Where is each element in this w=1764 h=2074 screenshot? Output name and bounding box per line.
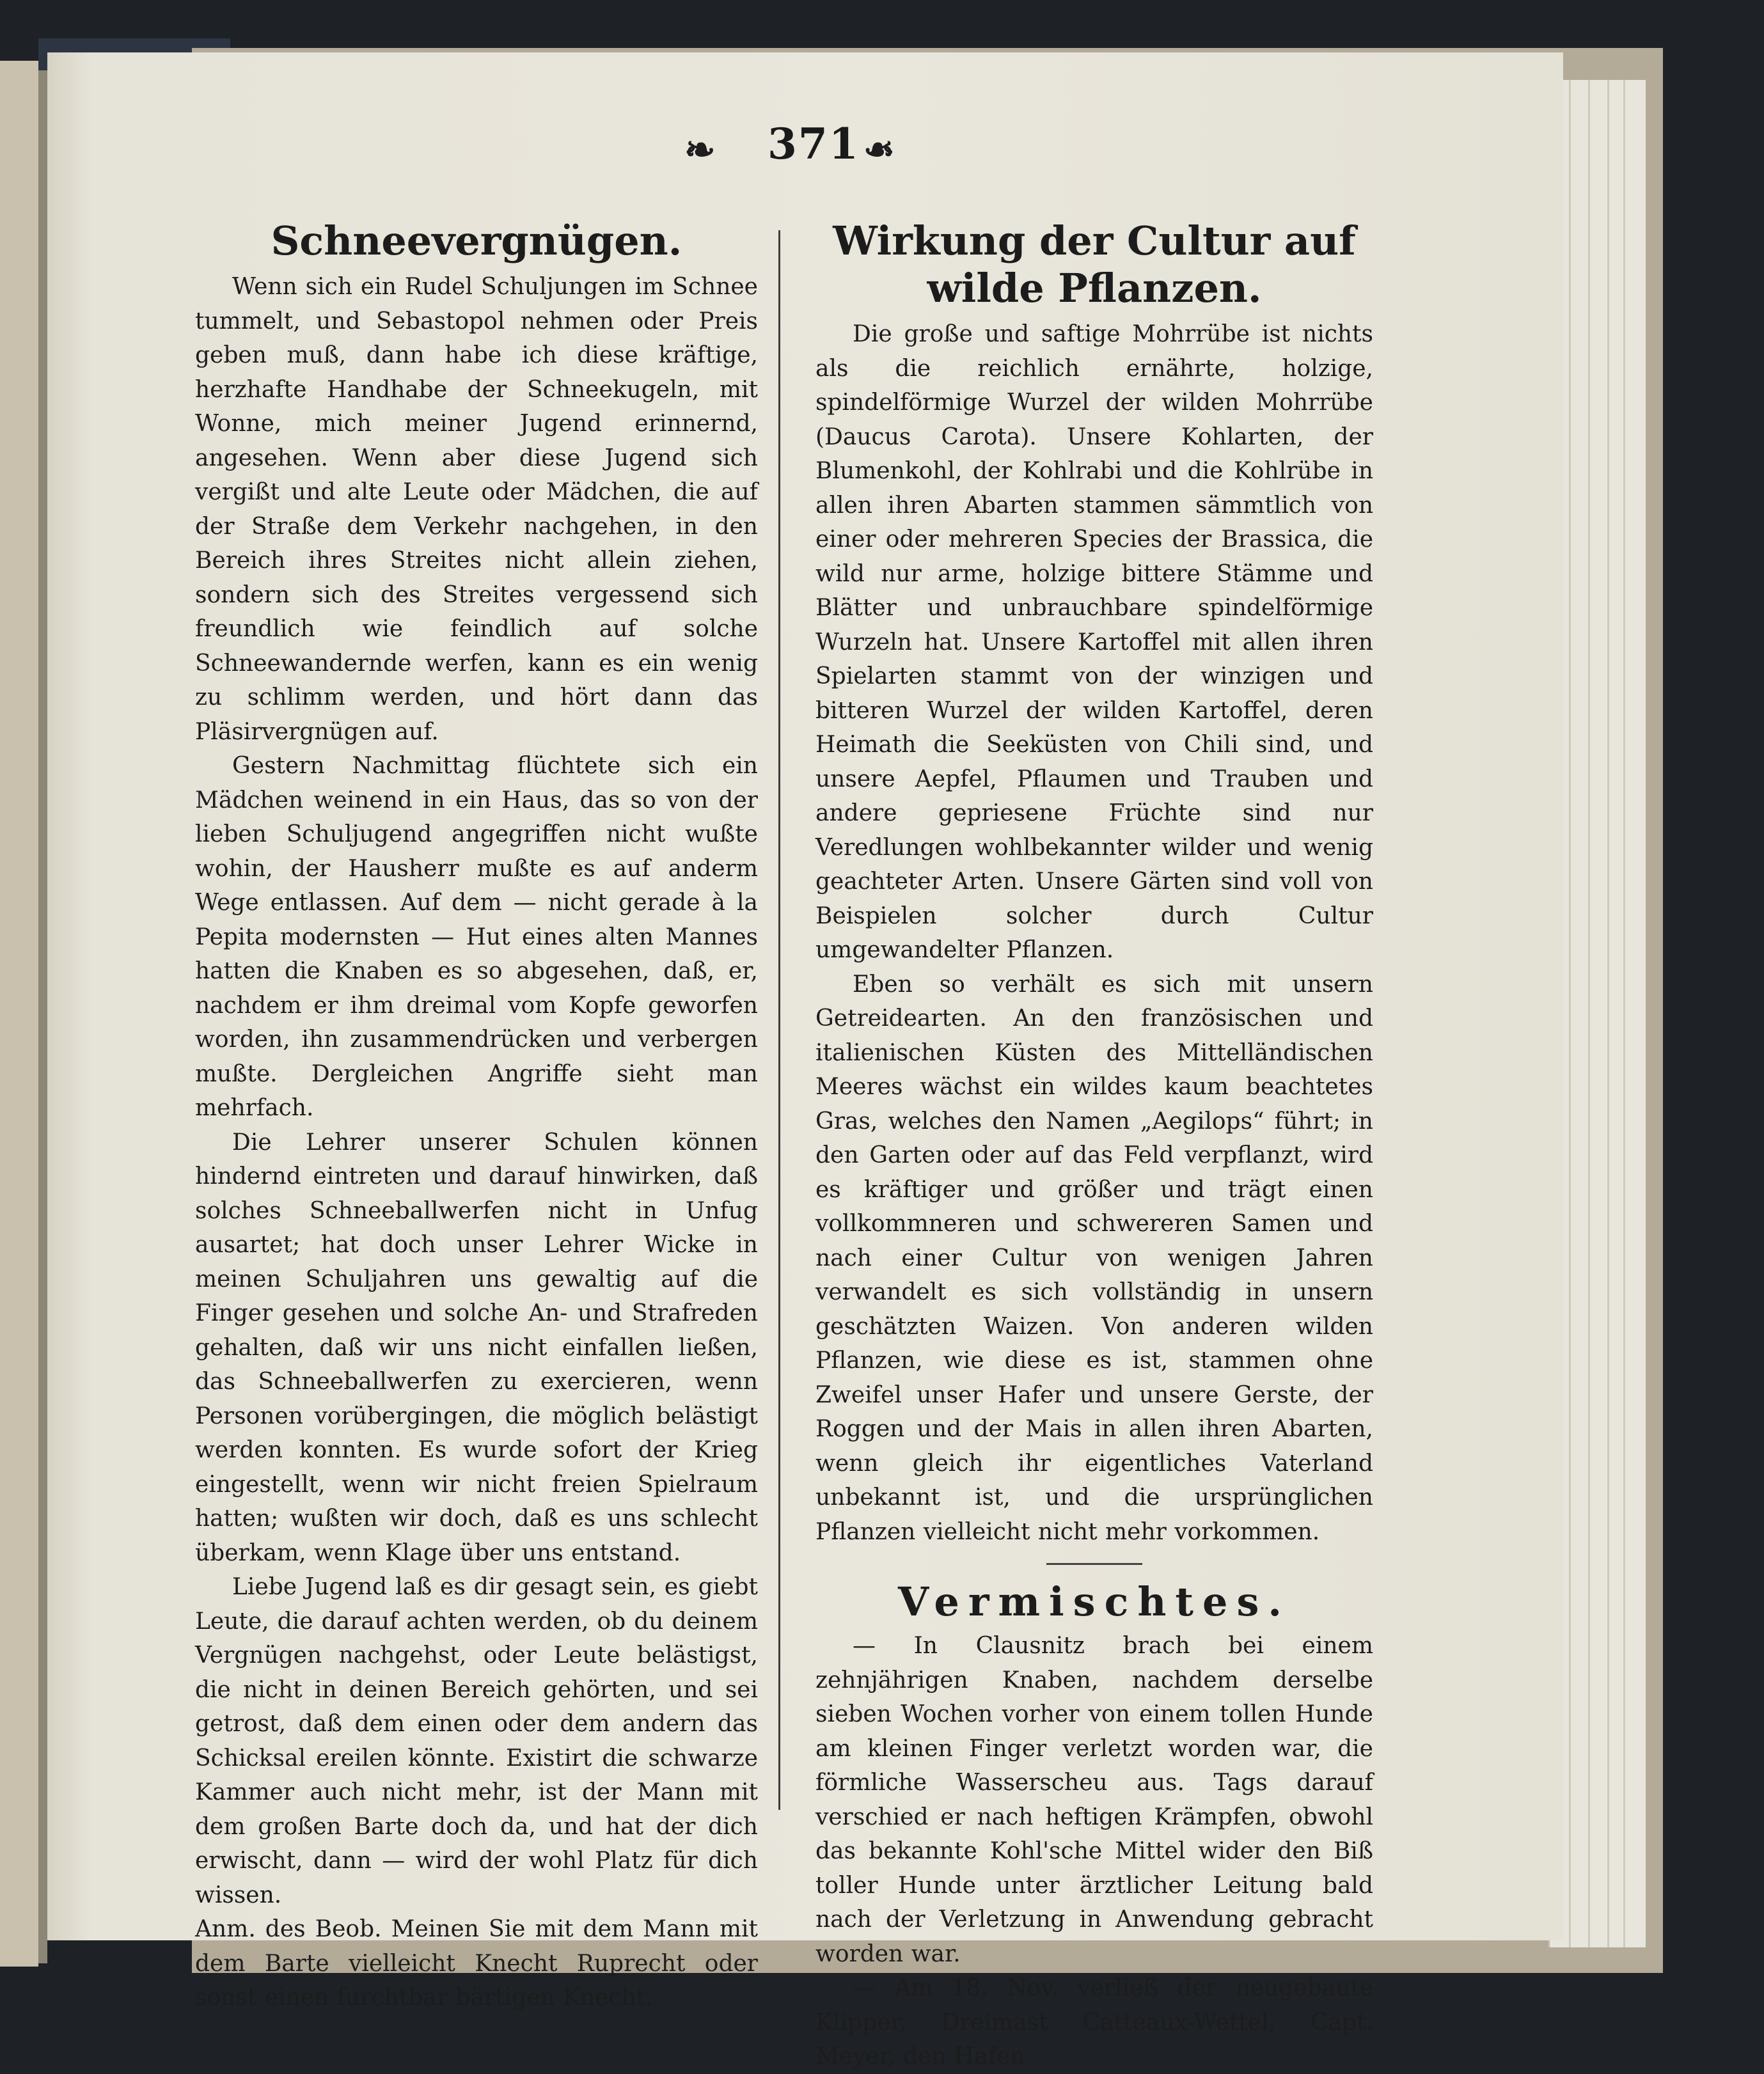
- article-paragraph: Eben so verhält es sich mit unsern Getreidearten. An den französischen und italienischen Küsten des Mittelländischen Meeres wächst ein wildes kaum beachtetes Gras, welches den Namen „Aegilops“ führt; in den Garten oder auf das Feld verpflanzt, wird es kräftiger und größer und trägt einen vollkommneren und schwereren Samen und nach einer Cultur von wenigen Jahren verwandelt es sich vollständig in unsern geschätzten Waizen. Von anderen wilden Pflanzen, wie diese es ist, stammen ohne Zweifel unser Hafer und unsere Gerste, der Roggen und der Mais in allen ihren Abarten, wenn gleich ihr eigentliches Vaterland unbekannt ist, und die ursprünglichen Pflanzen vielleicht nicht mehr vorkommen.: [815, 971, 1373, 1545]
- left-column: [195, 217, 758, 2015]
- editor-note: Anm. des Beob. Meinen Sie mit dem Mann mit dem Barte vielleicht Knecht Ruprecht oder sonst einen furchtbar bärtigen Knecht.: [195, 1916, 758, 2011]
- page-number: 371: [768, 119, 860, 169]
- article-paragraph: Die Lehrer unserer Schulen können hindernd eintreten und darauf hinwirken, daß solches Schneeballwerfen nicht in Unfug ausartet; hat doch unser Lehrer Wicke in meinen Schuljahren uns gewaltig auf die Finger gesehen und solche An- und Strafreden gehalten, daß wir uns nicht einfallen ließen, das Schneeballwerfen zu exercieren, wenn Personen vorübergingen, die möglich belästigt werden konnten. Es wurde sofort der Krieg eingestellt, wenn wir nicht freien Spielraum hatten; wußten wir doch, daß es uns schlecht überkam, wenn Klage über uns entstand.: [195, 1129, 758, 1566]
- article-title-wirkung-der-cultur: Wirkung der Cultur auf wilde Pflanzen.: [833, 217, 1356, 311]
- previous-page-edge: [38, 64, 47, 1963]
- news-item: — In Clausnitz brach bei einem zehnjährigen Knaben, nachdem derselbe sieben Wochen vorher von einem tollen Hunde am kleinen Finger verletzt worden war, die förmliche Wasserscheu aus. Tags darauf verschied er nach heftigen Krämpfen, obwohl das bekannte Kohl'sche Mittel wider den Biß toller Hunde unter ärztlicher Leitung bald nach der Verletzung in Anwendung gebracht worden war.: [815, 1633, 1373, 1967]
- section-separator: [1046, 1563, 1142, 1565]
- book-cover-left: [0, 61, 38, 1967]
- page-header: [684, 114, 959, 171]
- ornament-left-icon: ❧: [684, 128, 716, 171]
- article-paragraph: Liebe Jugend laß es dir gesagt sein, es giebt Leute, die darauf achten werden, ob du deinem Vergnügen nachgehst, oder Leute belästigst, die nicht in deinen Bereich gehörten, und sei getrost, daß dem einen oder dem andern das Schicksal ereilen könnte. Existirt die schwarze Kammer auch nicht mehr, ist der Mann mit dem großen Barte doch da, und hat der dich erwischt, dann — wird der wohl Platz für dich wissen.: [195, 1574, 758, 1908]
- news-item: — Am 18. Nov. verließ der neugebaute Klipper, Dreimast Catteaux-Wettel, Capt. Meyer, den Hafen: [815, 1975, 1373, 2070]
- section-title-vermischtes: Vermischtes.: [898, 1578, 1291, 1625]
- article-paragraph: Die große und saftige Mohrrübe ist nichts als die reichlich ernährte, holzige, spindelförmige Wurzel der wilden Mohrrübe (Daucus Carota). Unsere Kohlarten, der Blumenkohl, der Kohlrabi und die Kohlrübe in allen ihren Abarten stammen sämmtlich von einer oder mehreren Species der Brassica, die wild nur arme, holzige bittere Stämme und Blätter und unbrauchbare spindelförmige Wurzeln hat. Unsere Kartoffel mit allen ihren Spielarten stammt von der winzigen und bitteren Wurzel der wilden Kartoffel, deren Heimath die Seeküsten von Chili sind, und unsere Aepfel, Pflaumen und Trauben und andere gepriesene Früchte sind nur Veredlungen wohlbekannter wilder und wenig geachteter Arten. Unsere Gärten sind voll von Beispielen solcher durch Cultur umgewandelter Pflanzen.: [815, 321, 1373, 963]
- column-divider: [778, 230, 780, 1810]
- article-title-schneevergnuegen: Schneevergnügen.: [271, 217, 682, 264]
- right-column: [815, 217, 1373, 2074]
- article-paragraph: Gestern Nachmittag flüchtete sich ein Mädchen weinend in ein Haus, das so von der lieben Schuljugend angegriffen nicht wußte wohin, der Hausherr mußte es auf anderm Wege entlassen. Auf dem — nicht gerade à la Pepita modernsten — Hut eines alten Mannes hatten die Knaben es so abgesehen, daß, er, nachdem er ihm dreimal vom Kopfe geworfen worden, ihn zusammendrücken und verbergen mußte. Dergleichen Angriffe sieht man mehrfach.: [195, 753, 758, 1121]
- article-paragraph: Wenn sich ein Rudel Schuljungen im Schnee tummelt, und Sebastopol nehmen oder Preis geben muß, dann habe ich diese kräftige, herzhafte Handhabe der Schneekugeln, mit Wonne, mich meiner Jugend erinnernd, angesehen. Wenn aber diese Jugend sich vergißt und alte Leute oder Mädchen, die auf der Straße dem Verkehr nachgehen, in den Bereich ihres Streites nicht allein ziehen, sondern sich des Streites vergessend sich freundlich wie feindlich auf solche Schneewandernde werfen, kann es ein wenig zu schlimm werden, und hört dann das Pläsirvergnügen auf.: [195, 274, 758, 745]
- ornament-right-icon: ❧: [863, 128, 895, 171]
